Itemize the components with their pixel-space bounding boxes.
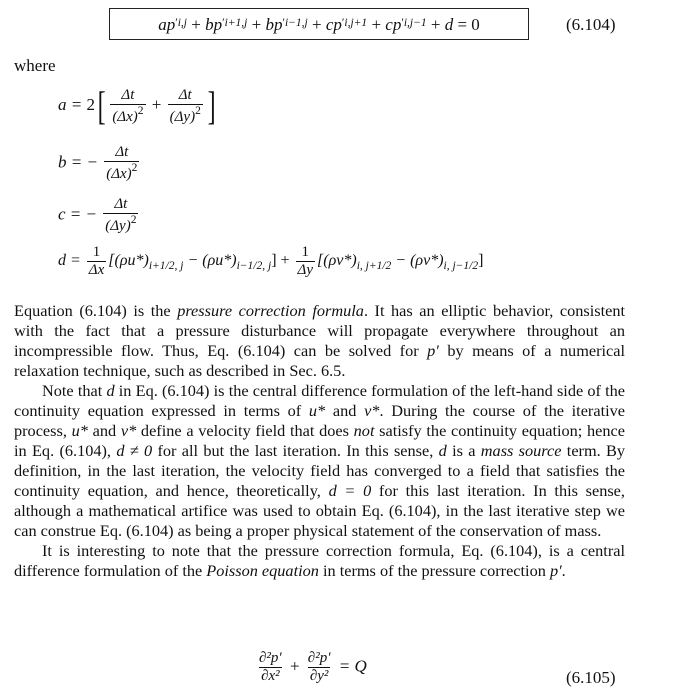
d-close1: ] + — [271, 252, 290, 270]
p1-var: p′ — [427, 341, 439, 360]
p2-em-not: not — [353, 421, 375, 440]
paragraph-1 — [14, 301, 625, 381]
den-dy: (Δy) — [105, 218, 131, 234]
eq-prime: ′ — [282, 17, 285, 30]
p2-t11: for this last iteration. In this sense, although a mathematical artifice was used to obtain Eq. (6.104), in the last iterative step we can construe Eq. (6.104) as being a proper physical statement of the conservation of mass. — [14, 481, 625, 540]
d-sub4: i, j−1/2 — [443, 260, 479, 273]
frac-d2p-dx2 — [257, 651, 284, 684]
frac-dt-dx2 — [110, 88, 145, 125]
p2-t3: and — [325, 401, 365, 420]
p2-u1: u* — [308, 401, 326, 420]
a-lhs: a = — [58, 94, 83, 114]
frac-c — [103, 197, 138, 234]
paragraph-3 — [14, 541, 625, 581]
p2-u2: u* — [71, 421, 88, 440]
equation-6-104-box — [109, 8, 529, 40]
num-one: 1 — [301, 244, 310, 260]
d-lhs: d = — [58, 252, 81, 270]
p3-t3: . — [561, 561, 566, 580]
p2-t10: term. By definition, in the last iteration, the velocity field has converged to a field that satisfies the continuity equation, and hence, theoretically, — [14, 441, 626, 500]
def-c — [58, 197, 140, 234]
p2-t2: in Eq. (6.104) is the central difference formulation of the left-hand side of the continuity equation expressed in terms of — [14, 381, 626, 420]
p1-t2: . It has an elliptic behavior, consistent with the fact that a pressure disturbance will propagate everywhere throughout an incompressible flow. Thus, Eq. (6.104) can be solved for — [14, 301, 625, 360]
eq-plus: + — [430, 14, 441, 34]
def-d — [58, 245, 483, 278]
eq-plus: + — [251, 14, 262, 34]
eq-b: b — [265, 14, 274, 34]
p2-d0: d = 0 — [328, 481, 372, 500]
d-sub1: i+1/2, j — [148, 260, 184, 273]
p1-t1: Equation (6.104) is the — [14, 301, 178, 320]
eq-p: p — [333, 14, 342, 34]
frac-b — [104, 145, 139, 182]
eq-p: p — [273, 14, 283, 34]
b-lhs: b = − — [58, 152, 98, 172]
eq-prime: ′ — [175, 17, 178, 30]
num-d2p-y: ∂²p′ — [307, 650, 331, 666]
num-dt: Δt — [115, 144, 129, 160]
d-sub3: i, j+1/2 — [356, 260, 392, 273]
den-dy-single: Δy — [297, 262, 314, 278]
p2-t7: satisfy the continuity equation; hence in Eq. (6.104), — [14, 421, 626, 460]
p2-t6: define a velocity field that does — [136, 421, 354, 440]
den-dx2: ∂x² — [261, 668, 280, 684]
den-dy: (Δy) — [169, 108, 196, 125]
eq-prime: ′ — [401, 17, 404, 30]
p2-t4: . During the course of the iterative process, — [14, 401, 625, 440]
body-text — [14, 301, 625, 581]
eq-equals-zero: = 0 — [457, 14, 480, 34]
paragraph-2 — [14, 381, 625, 541]
p2-t8: for all but the last iteration. In this sense, — [152, 441, 439, 460]
d-term1: [(ρu*) — [108, 252, 149, 270]
p2-d2: d — [438, 441, 447, 460]
sq: 2 — [130, 214, 137, 226]
equation-6-105 — [255, 651, 367, 684]
p2-em-mass-source: mass source — [480, 441, 562, 460]
eq-sub-ijp1: i,j+1 — [344, 17, 368, 30]
where-label: where — [14, 56, 56, 75]
equation-number-6-105: (6.105) — [566, 668, 616, 687]
sq: 2 — [195, 104, 201, 117]
frac-1-dx — [87, 245, 106, 278]
d-close2: ] — [478, 252, 484, 270]
def-b — [58, 145, 141, 182]
p2-dne: d ≠ 0 — [116, 441, 153, 460]
p2-t5: and — [87, 421, 121, 440]
equation-number-6-104: (6.104) — [566, 15, 616, 34]
eq-prime: ′ — [222, 17, 225, 30]
p2-d1: d — [106, 381, 115, 400]
eq-c: c — [325, 14, 334, 34]
frac-1-dy — [296, 245, 315, 278]
p2-v1: v* — [364, 401, 380, 420]
p3-t2: in terms of the pressure correction — [318, 561, 550, 580]
eq-sub-ip1j: i+1,j — [224, 17, 248, 30]
num-dt: Δt — [178, 86, 192, 103]
d-minus2: − (ρv*) — [391, 252, 444, 270]
def-a: a = 2[ $\frac{\Delta t}{(\Delta x)^2}$ + $\frac{\Delta t}{(\Delta y)^2}$ ] — [58, 83, 216, 128]
eq-p: p — [213, 14, 223, 34]
num-one: 1 — [92, 244, 101, 260]
p2-t1: Note that — [42, 381, 107, 400]
eq-plus: + — [191, 14, 201, 34]
eq-d: d — [444, 14, 454, 34]
den-dx: (Δx) — [106, 166, 132, 182]
p3-var: p′ — [549, 561, 562, 580]
den-dx: (Δx) — [112, 108, 138, 125]
sq: 2 — [131, 162, 138, 174]
eq-sub-im1j: i−1,j — [284, 17, 308, 30]
eq-sub-ij: i,j — [177, 17, 187, 30]
eq-plus: + — [371, 14, 382, 34]
eq-p: p — [392, 14, 402, 34]
eq-prime: ′ — [341, 17, 345, 30]
left-bracket: [ — [97, 83, 106, 128]
p2-t9: is a — [446, 441, 481, 460]
d-sub2: i−1/2, j — [236, 260, 272, 273]
eq105-plus: + — [289, 656, 300, 676]
p1-t3: by means of a numerical relaxation technique, such as described in Sec. 6.5. — [14, 341, 626, 380]
frac-d2p-dy2 — [306, 651, 333, 684]
num-d2p-x: ∂²p′ — [259, 650, 282, 666]
num-dt: Δt — [121, 86, 135, 103]
eq-p: p — [166, 14, 176, 34]
two: 2 — [86, 94, 95, 114]
d-minus1: − (ρu*) — [183, 252, 237, 270]
p1-em: pressure correction formula — [177, 301, 364, 320]
d-term2: [(ρv*) — [317, 252, 357, 270]
eq-a: a — [158, 14, 167, 34]
p2-v2: v* — [120, 421, 137, 440]
right-bracket: ] — [207, 83, 216, 128]
eq105-rhs: = Q — [338, 656, 367, 676]
frac-dt-dy2 — [168, 88, 203, 125]
p3-em-poisson: Poisson equation — [206, 561, 319, 580]
eq-plus: + — [312, 14, 322, 34]
c-lhs: c = − — [58, 204, 97, 224]
num-dt: Δt — [114, 196, 128, 212]
eq-b: b — [205, 14, 214, 34]
den-dx-single: Δx — [88, 262, 105, 278]
p3-t1: It is interesting to note that the pressure correction formula, Eq. (6.104), is a central difference formulation of the — [14, 541, 625, 580]
eq-sub-ijm1: i,j−1 — [403, 17, 427, 30]
den-dy2: ∂y² — [309, 668, 329, 684]
eq-c: c — [385, 14, 393, 34]
sq: 2 — [137, 104, 144, 117]
